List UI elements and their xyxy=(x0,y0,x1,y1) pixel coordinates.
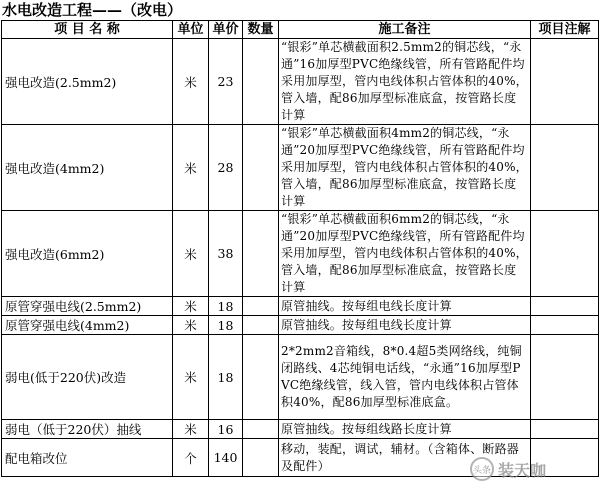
cell-annotation xyxy=(531,335,599,420)
cell-name: 强电改造(4mm2) xyxy=(2,125,173,211)
cell-note: 原管抽线。按每组电线长度计算 xyxy=(279,316,531,335)
cell-annotation xyxy=(531,316,599,335)
table-row xyxy=(2,297,599,316)
cell-price: 38 xyxy=(209,211,243,297)
cell-price: 18 xyxy=(209,297,243,316)
cell-unit: 米 xyxy=(173,420,209,439)
cell-name: 原管穿强电线(2.5mm2) xyxy=(2,297,173,316)
watermark-logo-icon: 头条 xyxy=(470,457,494,481)
cell-annotation xyxy=(531,297,599,316)
cell-unit: 米 xyxy=(173,211,209,297)
cell-qty xyxy=(243,39,279,125)
table-row xyxy=(2,211,599,297)
cell-note: 移动，装配，调试，辅材。（含箱体、断路器及配件） xyxy=(279,439,531,477)
cell-annotation xyxy=(531,211,599,297)
cell-price: 18 xyxy=(209,316,243,335)
cell-annotation xyxy=(531,39,599,125)
cell-annotation xyxy=(531,420,599,439)
header-price: 单价 xyxy=(209,21,243,39)
cell-unit: 米 xyxy=(173,316,209,335)
header-qty: 数量 xyxy=(243,21,279,39)
cell-qty xyxy=(243,297,279,316)
table-row xyxy=(2,39,599,125)
header-row xyxy=(2,21,599,39)
header-note: 施工备注 xyxy=(279,21,531,39)
header-unit: 单位 xyxy=(173,21,209,39)
cell-qty xyxy=(243,316,279,335)
cell-price: 18 xyxy=(209,335,243,420)
watermark-text: 装天咖 xyxy=(498,460,547,480)
cell-name: 强电改造(6mm2) xyxy=(2,211,173,297)
cell-price: 140 xyxy=(209,439,243,477)
cell-name: 弱电（低于220伏）抽线 xyxy=(2,420,173,439)
cell-note: “银彩”单芯横截面积2.5mm2的铜芯线，“永通”16加厚型PVC绝缘线管，所有管路配件均采用加厚型，管内电线体积占管体积的40%，管入墙，配86加厚型标准底盒，按管路长度计算 xyxy=(279,39,531,125)
cell-price: 16 xyxy=(209,420,243,439)
cell-name: 弱电(低于220伏)改造 xyxy=(2,335,173,420)
cell-unit: 米 xyxy=(173,39,209,125)
cell-unit: 米 xyxy=(173,297,209,316)
cell-name: 强电改造(2.5mm2) xyxy=(2,39,173,125)
cell-note: “银彩”单芯横截面积4mm2的铜芯线，“永通”20加厚型PVC绝缘线管，所有管路配件均采用加厚型，管内电线体积占管体积的40%，管入墙，配86加厚型标准底盒，按管路长度计算 xyxy=(279,125,531,211)
cell-note: 原管抽线。按每组电线长度计算 xyxy=(279,297,531,316)
cell-name: 原管穿强电线(4mm2) xyxy=(2,316,173,335)
page-title: 水电改造工程——（改电） xyxy=(2,1,183,19)
table-row xyxy=(2,125,599,211)
header-annotation: 项目注解 xyxy=(531,21,599,39)
cell-note: 原管抽线。按每组线路长度计算 xyxy=(279,420,531,439)
cell-unit: 个 xyxy=(173,439,209,477)
cell-note: 2*2mm2音箱线，8*0.4超5类网络线，纯铜闭路线、4芯纯铜电话线，“永通”16加厚型PVC绝缘线管，线入管，管内电线体积占管体积40%，配86加厚型标准底盒。 xyxy=(279,335,531,420)
price-table xyxy=(1,20,599,477)
table-row xyxy=(2,335,599,420)
watermark xyxy=(470,452,596,486)
cell-qty xyxy=(243,211,279,297)
header-name: 项 目 名 称 xyxy=(2,21,173,39)
table-row xyxy=(2,420,599,439)
cell-qty xyxy=(243,335,279,420)
cell-price: 28 xyxy=(209,125,243,211)
cell-unit: 米 xyxy=(173,125,209,211)
cell-qty xyxy=(243,125,279,211)
cell-qty xyxy=(243,420,279,439)
table-row xyxy=(2,316,599,335)
cell-price: 23 xyxy=(209,39,243,125)
cell-unit: 米 xyxy=(173,335,209,420)
cell-name: 配电箱改位 xyxy=(2,439,173,477)
cell-note: “银彩”单芯横截面积6mm2的铜芯线，“永通”20加厚型PVC绝缘线管，所有管路配件均采用加厚型，管内电线体积占管体积的40%，管入墙，配86加厚型标准底盒，按管路长度计算 xyxy=(279,211,531,297)
cell-annotation xyxy=(531,125,599,211)
cell-qty xyxy=(243,439,279,477)
